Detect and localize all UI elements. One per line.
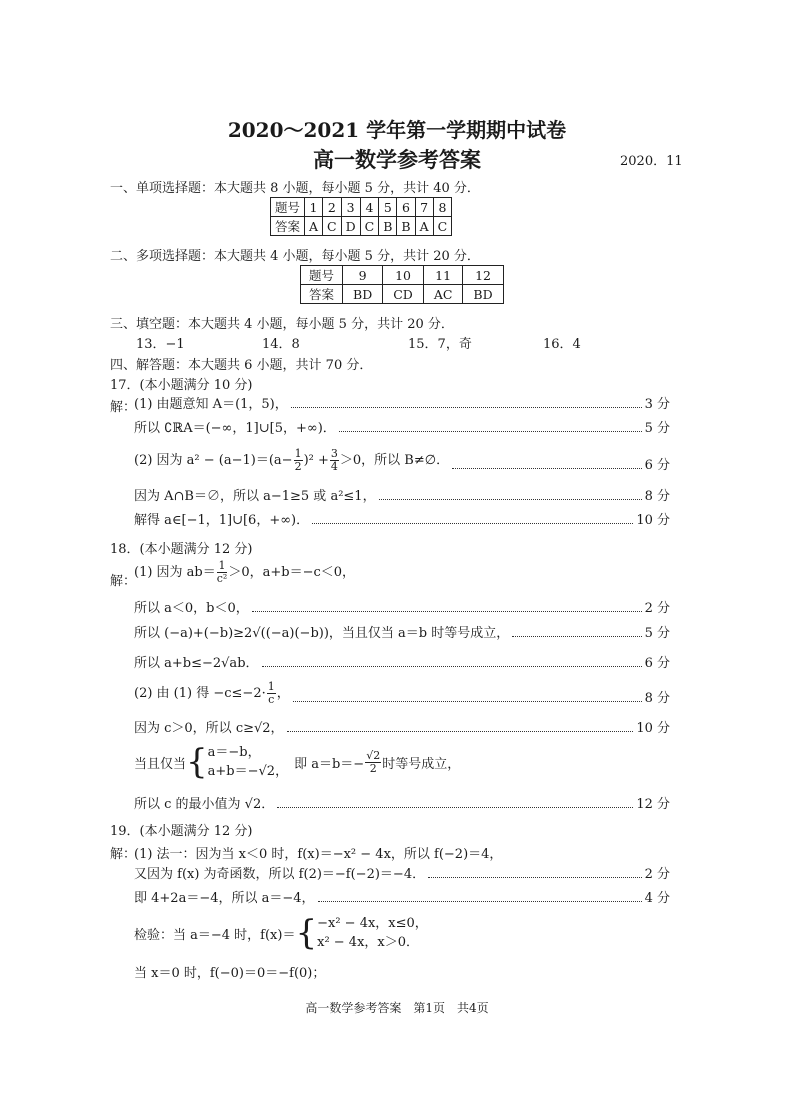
table-row xyxy=(301,266,504,285)
dot-leader xyxy=(262,666,642,667)
table-row-label: 答案 xyxy=(271,217,305,236)
solution-line xyxy=(134,888,670,906)
solution-line xyxy=(134,864,670,882)
dot-leader xyxy=(312,523,633,524)
table-row-label: 题号 xyxy=(271,198,305,217)
dot-leader xyxy=(277,807,633,808)
question-number: 3 xyxy=(341,198,360,217)
math-text: ＞0，a+b＝−c＜0， xyxy=(228,565,356,580)
score-points: 8 分 xyxy=(644,691,670,706)
answer-key-title: 高一数学参考答案 xyxy=(313,147,481,172)
question-number: 5 xyxy=(379,198,397,217)
math-text: 当且仅当 xyxy=(134,756,187,772)
table-row xyxy=(271,217,452,236)
dot-leader xyxy=(452,468,642,469)
math-text: ＞0，所以 B≠∅． xyxy=(339,453,450,468)
dot-leader xyxy=(339,431,642,432)
score-points: 6 分 xyxy=(644,656,670,671)
score-points: 2 分 xyxy=(644,867,670,882)
score-points: 10 分 xyxy=(636,721,670,736)
solution-text: 所以 ∁ℝA＝(−∞，1]∪[5，+∞)． xyxy=(134,421,336,436)
score-points: 12 分 xyxy=(636,797,670,812)
math-text: (1) 因为 ab＝ xyxy=(134,565,216,580)
q18-title: 18．(本小题满分 12 分) xyxy=(110,542,253,557)
q17-jie-label: 解： xyxy=(110,400,137,415)
q18-line1 xyxy=(134,560,355,585)
solution-line xyxy=(134,598,670,616)
solution-line xyxy=(134,394,670,412)
section2-heading: 二、多项选择题：本大题共 4 小题，每小题 5 分，共计 20 分． xyxy=(110,249,480,264)
solution-line xyxy=(134,623,670,641)
score-points: 5 分 xyxy=(644,421,670,436)
solution-line xyxy=(134,794,670,812)
section2-answer-table xyxy=(300,265,504,304)
math-text: )² + xyxy=(303,453,329,468)
score-points: 10 分 xyxy=(636,513,670,528)
piecewise-line: x² − 4x，x＞0． xyxy=(317,935,420,950)
solution-text: 因为 c＞0，所以 c≥√2， xyxy=(134,721,284,736)
dot-leader xyxy=(287,731,634,732)
section4-heading: 四、解答题：本大题共 6 小题，共计 70 分． xyxy=(110,358,373,373)
question-number: 9 xyxy=(343,266,383,285)
table-row xyxy=(271,198,452,217)
math-text: 检验：当 a＝−4 时，f(x)＝ xyxy=(134,927,296,943)
left-brace: { xyxy=(295,913,318,953)
solution-line xyxy=(134,486,670,504)
solution-text: 所以 a＜0，b＜0， xyxy=(134,601,249,616)
fill-answer-16: 16．4 xyxy=(543,337,581,352)
fill-answer-14: 14．8 xyxy=(262,337,300,352)
numerator: 1 xyxy=(267,680,275,693)
fill-answer-15: 15．7，奇 xyxy=(408,337,472,352)
solution-line xyxy=(134,447,670,473)
numerator: 1 xyxy=(218,559,226,572)
solution-line xyxy=(134,678,670,706)
answer-cell: BD xyxy=(343,285,383,304)
q19-jie-label: 解： xyxy=(110,847,137,862)
score-points: 3 分 xyxy=(644,397,670,412)
table-row-label: 题号 xyxy=(301,266,343,285)
solution-text: 所以 a+b≤−2√ab． xyxy=(134,656,259,671)
fraction xyxy=(267,681,276,706)
score-points: 4 分 xyxy=(644,891,670,906)
answer-cell: B xyxy=(397,217,415,236)
fraction xyxy=(217,560,228,585)
solution-line xyxy=(134,510,670,528)
answer-cell: D xyxy=(341,217,360,236)
solution-text: 所以 (−a)+(−b)≥2√((−a)(−b))，当且仅当 a＝b 时等号成立， xyxy=(134,626,510,641)
dot-leader xyxy=(318,901,642,902)
condition-system xyxy=(208,743,288,781)
dot-leader xyxy=(293,701,642,702)
q19-title: 19．(本小题满分 12 分) xyxy=(110,824,253,839)
fraction xyxy=(294,448,303,473)
solution-line xyxy=(134,418,670,436)
answer-cell: A xyxy=(415,217,433,236)
q18-condition xyxy=(134,740,460,784)
question-number: 4 xyxy=(360,198,379,217)
table-row-label: 答案 xyxy=(301,285,343,304)
section1-heading: 一、单项选择题：本大题共 8 小题，每小题 5 分，共计 40 分． xyxy=(110,181,480,196)
solution-text xyxy=(134,448,449,473)
solution-text: 因为 A∩B＝∅，所以 a−1≥5 或 a²≤1， xyxy=(134,489,376,504)
question-number: 1 xyxy=(305,198,323,217)
solution-text xyxy=(134,681,290,706)
dot-leader xyxy=(291,407,642,408)
math-text: (2) 因为 a² − (a−1)＝(a− xyxy=(134,453,293,468)
denominator: c² xyxy=(216,572,228,585)
left-brace: { xyxy=(186,742,208,782)
section1-answer-table xyxy=(270,197,452,236)
q17-title: 17．(本小题满分 10 分) xyxy=(110,378,253,393)
piecewise-system xyxy=(317,914,428,952)
denominator: 4 xyxy=(330,460,338,473)
denominator: 2 xyxy=(369,761,377,775)
dot-leader xyxy=(512,636,641,637)
exam-date: 2020．11 xyxy=(620,154,683,169)
q19-last-line: 当 x＝0 时，f(−0)＝0＝−f(0)； xyxy=(134,966,326,981)
math-text: (2) 由 (1) 得 −c≤−2· xyxy=(134,686,266,701)
score-points: 5 分 xyxy=(644,626,670,641)
answer-cell: B xyxy=(379,217,397,236)
solution-line xyxy=(134,653,670,671)
question-number: 12 xyxy=(463,266,503,285)
solution-text: 又因为 f(x) 为奇函数，所以 f(2)＝−f(−2)＝−4． xyxy=(134,867,426,882)
fraction xyxy=(365,750,381,775)
solution-text: 即 4+2a＝−4，所以 a＝−4， xyxy=(134,891,315,906)
answer-cell: A xyxy=(305,217,323,236)
q18-jie-label: 解： xyxy=(110,574,137,589)
math-text: ， xyxy=(276,686,290,701)
solution-text: (1) 由题意知 A＝(1，5)， xyxy=(134,397,288,412)
fraction xyxy=(330,448,339,473)
exam-title: 2020～2021 学年第一学期期中试卷 xyxy=(227,118,567,142)
score-points: 6 分 xyxy=(644,458,670,473)
table-row xyxy=(301,285,504,304)
q19-check xyxy=(134,912,428,954)
fill-answer-13: 13．−1 xyxy=(136,337,185,352)
dot-leader xyxy=(252,611,642,612)
question-number: 10 xyxy=(383,266,424,285)
q19-line1: (1) 法一：因为当 x＜0 时，f(x)＝−x² − 4x，所以 f(−2)＝4， xyxy=(134,847,503,862)
dot-leader xyxy=(379,499,642,500)
numerator: 1 xyxy=(294,447,302,460)
section3-heading: 三、填空题：本大题共 4 小题，每小题 5 分，共计 20 分． xyxy=(110,317,454,332)
answer-cell: CD xyxy=(383,285,424,304)
page-footer: 高一数学参考答案 第1页 共4页 xyxy=(305,1001,489,1015)
question-number: 6 xyxy=(397,198,415,217)
math-text: 即 a＝b＝− xyxy=(294,756,365,772)
question-number: 2 xyxy=(323,198,342,217)
answer-cell: AC xyxy=(423,285,463,304)
answer-cell: C xyxy=(433,217,452,236)
score-points: 8 分 xyxy=(644,489,670,504)
solution-text: 所以 c 的最小值为 √2． xyxy=(134,797,275,812)
answer-cell: C xyxy=(323,217,342,236)
question-number: 11 xyxy=(423,266,463,285)
condition-line: a+b＝−√2， xyxy=(207,764,289,779)
dot-leader xyxy=(428,877,642,878)
numerator: √2 xyxy=(366,748,381,762)
piecewise-line: −x² − 4x，x≤0， xyxy=(317,916,428,931)
answer-cell: C xyxy=(360,217,379,236)
solution-text: 解得 a∈[−1，1]∪[6，+∞)． xyxy=(134,513,310,528)
numerator: 3 xyxy=(330,447,338,460)
question-number: 8 xyxy=(433,198,452,217)
denominator: c xyxy=(268,693,275,706)
condition-line: a＝−b， xyxy=(207,745,261,760)
score-points: 2 分 xyxy=(644,601,670,616)
math-text: 时等号成立， xyxy=(382,756,461,772)
denominator: 2 xyxy=(294,460,302,473)
solution-line xyxy=(134,718,670,736)
question-number: 7 xyxy=(415,198,433,217)
answer-cell: BD xyxy=(463,285,503,304)
